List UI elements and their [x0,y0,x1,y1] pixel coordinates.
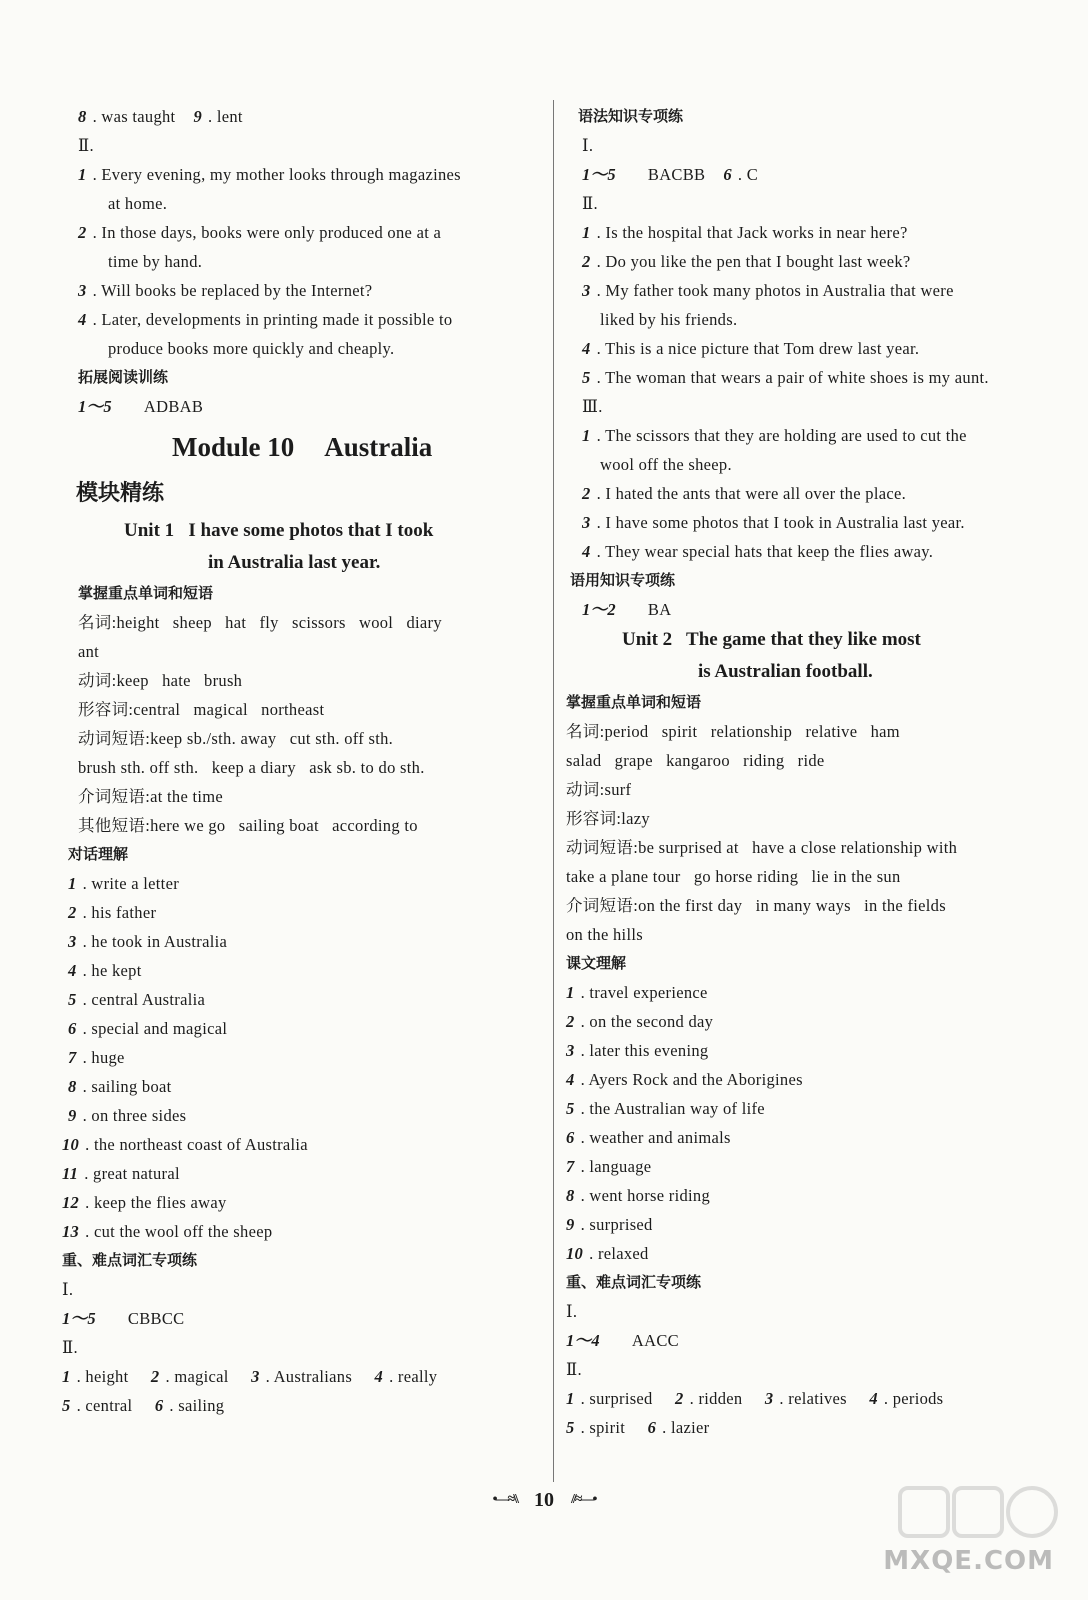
answer-line: 5 . central 6 . sailing [62,1396,225,1415]
vocab-line: salad grape kangaroo riding ride [566,751,825,770]
vocab-line: 动词:keep hate brush [78,671,243,690]
answer-line: 9 . surprised [566,1215,653,1234]
left-ornament-icon: •—≈\\ [492,1492,517,1508]
vocab-line: take a plane tour go horse riding lie in the sun [566,867,901,886]
answer-line: 1 . surprised 2 . ridden 3 . relatives 4 . periods [566,1389,944,1408]
answer-line: 6 . weather and animals [566,1128,731,1147]
right-ornament-icon: //≈—• [571,1492,596,1508]
answer-line: 1 . Every evening, my mother looks through magazines [78,165,461,184]
vocab-line: on the hills [566,925,643,944]
answer-line: 3 . Will books be replaced by the Internet? [78,281,373,300]
answer-line: 4 . They wear special hats that keep the flies away. [582,542,934,561]
answer-line: 3 . he took in Australia [68,932,228,951]
answer-line: 11 . great natural [62,1164,180,1183]
answer-line-cont: time by hand. [108,252,203,271]
answer-line: 8 . sailing boat [68,1077,172,1096]
answer-line: 3 . My father took many photos in Australia that were [582,281,954,300]
roman-numeral: Ⅱ. [566,1360,582,1379]
answer-line: 7 . language [566,1157,652,1176]
answer-line: 3 . later this evening [566,1041,709,1060]
page-number: 10 [534,1488,554,1511]
watermark-text: MXQE.COM [883,1546,1054,1576]
answer-line: 1～5 BACBB 6 . C [582,165,759,184]
answer-line: 3 . I have some photos that I took in Australia last year. [582,513,965,532]
answer-line: 5 . spirit 6 . lazier [566,1418,710,1437]
roman-numeral: Ⅱ. [78,136,94,155]
module-practice-heading: 模块精练 [76,481,165,506]
answer-line: 13 . cut the wool off the sheep [62,1222,273,1241]
roman-numeral: Ⅰ. [566,1302,578,1321]
answer-line: 6 . special and magical [68,1019,228,1038]
section-heading: 课文理解 [566,954,627,972]
answer-line: 5 . central Australia [68,990,206,1009]
roman-numeral: Ⅰ. [582,136,594,155]
column-divider [553,100,554,1482]
section-heading: 语用知识专项练 [570,571,676,589]
answer-line: 1～5 CBBCC [62,1309,185,1328]
vocab-line: 介词短语:on the first day in many ways in the fields [566,896,946,915]
answer-line: 8 . went horse riding [566,1186,710,1205]
answer-line: 10 . the northeast coast of Australia [62,1135,308,1154]
section-heading: 语法知识专项练 [578,107,684,125]
section-heading: 对话理解 [68,845,129,863]
answer-line: 5 . The woman that wears a pair of white shoes is my aunt. [582,368,989,387]
answer-line: 4 . Later, developments in printing made it possible to [78,310,453,329]
section-heading: 掌握重点单词和短语 [566,693,702,711]
answer-line: 1 . Is the hospital that Jack works in near here? [582,223,908,242]
left-column [62,102,562,1420]
vocab-line: 动词短语:be surprised at have a close relationship with [566,838,958,857]
answer-line: 1 . height 2 . magical 3 . Australians 4 . really [62,1367,438,1386]
unit-title-cont: in Australia last year. [208,552,381,573]
answer-line: 9 . on three sides [68,1106,187,1125]
answer-line: 8 . was taught 9 . lent [78,107,243,126]
unit-title-cont: is Australian football. [698,661,873,682]
roman-numeral: Ⅰ. [62,1280,74,1299]
answer-line-cont: produce books more quickly and cheaply. [108,339,395,358]
vocab-line: 名词:height sheep hat fly scissors wool diary [78,613,442,632]
answer-line: 12 . keep the flies away [62,1193,227,1212]
answer-line: 2 . his father [68,903,157,922]
answer-line: 1～2 BA [582,600,672,619]
section-heading: 重、难点词汇专项练 [566,1273,702,1291]
vocab-line: 形容词:central magical northeast [78,700,325,719]
vocab-line: brush sth. off sth. keep a diary ask sb. to do sth. [78,758,425,777]
answer-line: 1～5 ADBAB [78,397,204,416]
answer-line-cont: at home. [108,194,168,213]
answer-line: 4 . he kept [68,961,142,980]
section-heading: 拓展阅读训练 [78,368,169,386]
answer-line: 2 . I hated the ants that were all over the place. [582,484,906,503]
answer-line: 1 . The scissors that they are holding are used to cut the [582,426,967,445]
right-column [566,102,1066,1442]
answer-line-cont: liked by his friends. [600,310,738,329]
answer-line: 1～4 AACC [566,1331,679,1350]
vocab-line: 名词:period spirit relationship relative ham [566,722,900,741]
answer-line: 4 . Ayers Rock and the Aborigines [566,1070,803,1089]
roman-numeral: Ⅱ. [62,1338,78,1357]
unit-title: Unit 2 The game that they like most [622,629,921,650]
vocab-line: 动词:surf [566,780,632,799]
answer-line: 1 . write a letter [68,874,179,893]
answer-line: 2 . In those days, books were only produced one at a [78,223,442,242]
answer-line: 4 . This is a nice picture that Tom drew last year. [582,339,920,358]
module-title: Module 10 Australia [172,432,433,462]
answer-line: 5 . the Australian way of life [566,1099,765,1118]
vocab-line: 其他短语:here we go sailing boat according to [78,816,418,835]
vocab-line: 动词短语:keep sb./sth. away cut sth. off sth. [78,729,394,748]
roman-numeral: Ⅱ. [582,194,598,213]
roman-numeral: Ⅲ. [582,397,603,416]
section-heading: 掌握重点单词和短语 [78,584,214,602]
section-heading: 重、难点词汇专项练 [62,1251,198,1269]
unit-title: Unit 1 I have some photos that I took [124,520,434,541]
answer-line: 10 . relaxed [566,1244,649,1263]
answer-line: 7 . huge [68,1048,125,1067]
answer-line: 2 . Do you like the pen that I bought last week? [582,252,911,271]
answer-line: 2 . on the second day [566,1012,714,1031]
answer-line: 1 . travel experience [566,983,708,1002]
vocab-line: 介词短语:at the time [78,787,224,806]
vocab-line: 形容词:lazy [566,809,650,828]
vocab-line: ant [78,642,100,661]
answer-line-cont: wool off the sheep. [600,455,732,474]
